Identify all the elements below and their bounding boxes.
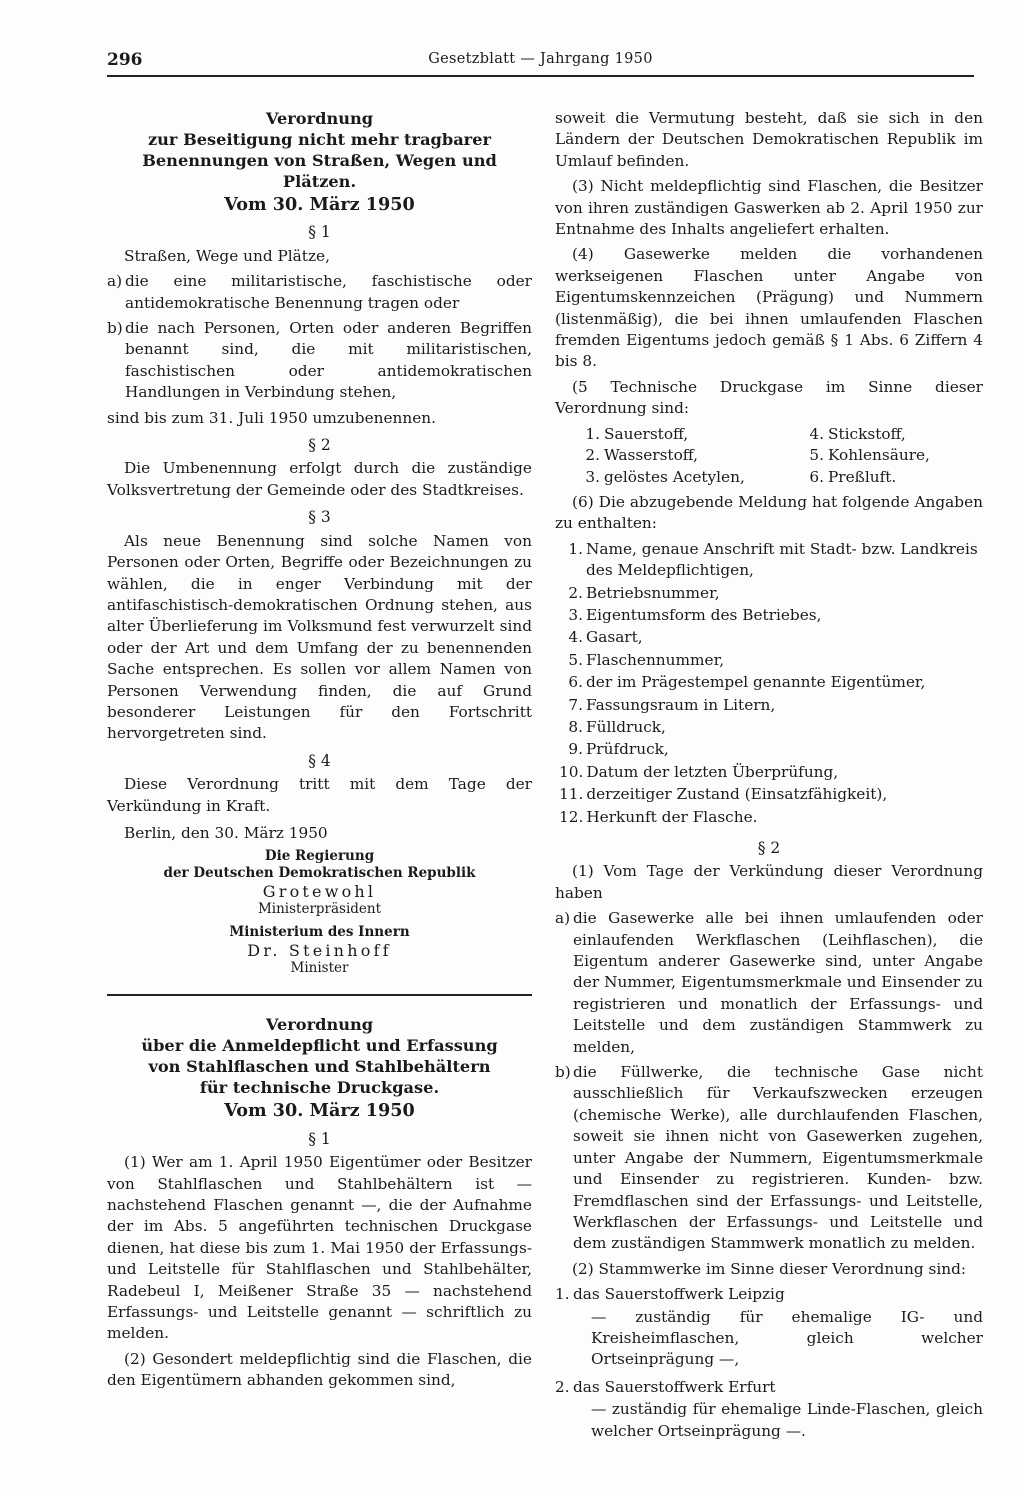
header-rule — [107, 75, 974, 77]
signature-block: Die Regierung der Deutschen Demokratischen Republik Grotewohl Ministerpräsident Ministerium des Innern Dr. Steinhoff Minister — [107, 848, 532, 977]
list-item: b) die Füllwerke, die technische Gase nicht ausschließlich für Verkaufszwecken erzeugen (chemische Werke), alle durchlaufenden Flaschen, soweit sie ihnen nicht von Gasewerken zugehen, unter Angabe der Nummern, Eigentumsmerkmale und Einsender zu registrieren. Kunden- bzw. Fremdflaschen sind der Erfassungs- und Leitstelle, Werkflaschen der Erfassungs- und Leitstelle und dem zuständigen Stammwerk monatlich zu melden. — [555, 1063, 983, 1253]
paragraph: Als neue Benennung sind solche Namen von Personen oder Orten, Begriffe oder Bezeichnungen zu wählen, die in enger Verbindung mit der antifaschistisch-demokratischen Ordnung stehen, aus alter Überlieferung im Volksmund fest verwurzelt sind oder der Art und dem Umfang der zu benennenden Sache entsprechen. Es sollen vor allem Namen von Personen Verwendung finden, die auf Grund besonderer Leistungen für den Fortschritt hervorgetreten sind. — [107, 531, 532, 743]
paragraph: (1) Vom Tage der Verkündung dieser Verordnung haben — [555, 862, 983, 902]
paragraph: Die Umbenennung erfolgt durch die zuständige Volksvertretung der Gemeinde oder des Stadtkreises. — [107, 459, 532, 499]
list-item: 1. Name, genaue Anschrift mit Stadt- bzw. Landkreis des Meldepflichtigen, — [568, 539, 978, 580]
list-item: 5. Kohlensäure, — [809, 446, 930, 465]
ordinance1-date: Vom 30. März 1950 — [224, 194, 415, 215]
list-item: 3. gelöstes Acetylen, — [585, 467, 745, 486]
section-heading: § 1 — [308, 1129, 331, 1148]
paragraph: Diese Verordnung tritt mit dem Tage der Verkündung in Kraft. — [107, 775, 532, 815]
report-details-list — [559, 539, 983, 828]
paragraph: (5 Technische Druckgase im Sinne dieser Verordnung sind: — [555, 377, 983, 418]
place-date: Berlin, den 30. März 1950 — [124, 823, 328, 842]
list-item: 5. Flaschennummer, — [568, 650, 725, 669]
section-close: sind bis zum 31. Juli 1950 umzubenennen. — [107, 408, 437, 427]
section-heading: § 3 — [308, 508, 331, 527]
list-item: 3. Eigentumsform des Betriebes, — [568, 605, 822, 624]
right-column — [555, 108, 983, 1448]
left-column — [107, 108, 532, 1396]
list-item: a) die eine militaristische, faschistische oder antidemokratische Benennung tragen oder — [107, 272, 532, 312]
paragraph: (4) Gasewerke melden die vorhandenen werkseigenen Flaschen unter Angabe von Eigentumskennzeichen (Prägung) und Nummern (listenmäßig), die bei ihnen umlaufenden Flaschen fremden Eigentums jedoch gemäß § 1 Abs. 6 Ziffern 4 bis 8. — [555, 245, 983, 371]
paragraph: (3) Nicht meldepflichtig sind Flaschen, die Besitzer von ihren zuständigen Gaswerken ab 2. April 1950 zur Entnahme des Inhalts angeliefert erhalten. — [555, 177, 983, 239]
paragraph: (6) Die abzugebende Meldung hat folgende Angaben zu enthalten: — [555, 492, 983, 533]
section-heading: § 4 — [308, 751, 331, 770]
ordinance1-title: Verordnung zur Beseitigung nicht mehr tragbarer Benennungen von Straßen, Wegen und Plätzen. — [142, 109, 497, 191]
list-item: 1. Sauerstoff, — [585, 424, 689, 443]
paragraph: (1) Wer am 1. April 1950 Eigentümer oder Besitzer von Stahlflaschen und Stahlbehältern ist — nachstehend Flaschen genannt —, die der Aufnahme der im Abs. 5 angeführten technischen Druckgase dienen, hat diese bis zum 1. Mai 1950 der Erfassungs- und Leitstelle für Stahlflaschen und Stahlbehälter, Radebeul I, Meißener Straße 35 — nachstehend Erfassungs- und Leitstelle genannt — schriftlich zu melden. — [107, 1153, 532, 1343]
list-item: b) die nach Personen, Orten oder anderen Begriffen benannt sind, die mit militaristischen, faschistischen oder antidemokratischen Handlungen in Verbindung stehen, — [107, 319, 532, 402]
list-item: 4. Gasart, — [568, 628, 643, 647]
list-item: 12. Herkunft der Flasche. — [559, 807, 758, 826]
list-item: 1. das Sauerstoffwerk Leipzig — [555, 1285, 785, 1304]
section-heading: § 2 — [757, 839, 781, 857]
list-item: 7. Fassungsraum in Litern, — [568, 695, 776, 714]
page-number: 296 — [107, 50, 143, 70]
list-item: 6. der im Prägestempel genannte Eigentümer, — [568, 673, 926, 692]
page-header — [107, 48, 974, 78]
paragraph: (2) Gesondert meldepflichtig sind die Flaschen, die den Eigentümern abhanden gekommen sind, — [107, 1349, 532, 1390]
list-item: 6. Preßluft. — [809, 467, 897, 486]
list-item: 10. Datum der letzten Überprüfung, — [559, 762, 839, 781]
section-heading: § 1 — [308, 223, 331, 242]
ordinance2-title: Verordnung über die Anmeldepflicht und Erfassung von Stahlflaschen und Stahlbehältern für technische Druckgase. — [141, 1015, 498, 1098]
signatory-name: Dr. Steinhoff — [247, 941, 392, 961]
list-item: 2. das Sauerstoffwerk Erfurt — [555, 1377, 776, 1396]
ordinance2-date: Vom 30. März 1950 — [224, 1100, 415, 1122]
list-item: a) die Gasewerke alle bei ihnen umlaufenden oder einlaufenden Werkflaschen (Leihflaschen), die Eigentum anderer Gasewerke sind, unter Angabe der Nummer, Eigentumsmerkmale und Einsender zu registrieren und monatlich der Erfassungs- und Leitstelle und dem zuständigen Stammwerk zu melden, — [555, 909, 983, 1056]
list-item: 11. derzeitiger Zustand (Einsatzfähigkeit), — [559, 785, 888, 804]
list-item: 4. Stickstoff, — [809, 424, 906, 443]
section-heading: § 2 — [308, 436, 331, 455]
list-item: 8. Fülldruck, — [568, 717, 666, 736]
paragraph-continued: soweit die Vermutung besteht, daß sie sich in den Ländern der Deutschen Demokratischen Republik im Umlauf befinden. — [555, 109, 983, 170]
list-item-detail: — zuständig für ehemalige IG- und Kreisheimflaschen, gleich welcher Ortseinprägung —, — [591, 1307, 983, 1369]
gas-list — [578, 424, 983, 488]
signatory-name: Grotewohl — [262, 882, 377, 902]
gazette-title: Gesetzblatt — Jahrgang 1950 — [428, 51, 653, 67]
section-intro: Straßen, Wege und Plätze, — [124, 246, 330, 265]
list-item: 2. Betriebsnummer, — [568, 583, 720, 602]
list-item: 2. Wasserstoff, — [585, 446, 698, 465]
list-item-detail: — zuständig für ehemalige Linde-Flaschen, gleich welcher Ortseinprägung —. — [591, 1400, 983, 1440]
ordinance-separator — [107, 994, 532, 996]
paragraph: (2) Stammwerke im Sinne dieser Verordnung sind: — [572, 1259, 967, 1278]
list-item: 9. Prüfdruck, — [568, 740, 669, 759]
